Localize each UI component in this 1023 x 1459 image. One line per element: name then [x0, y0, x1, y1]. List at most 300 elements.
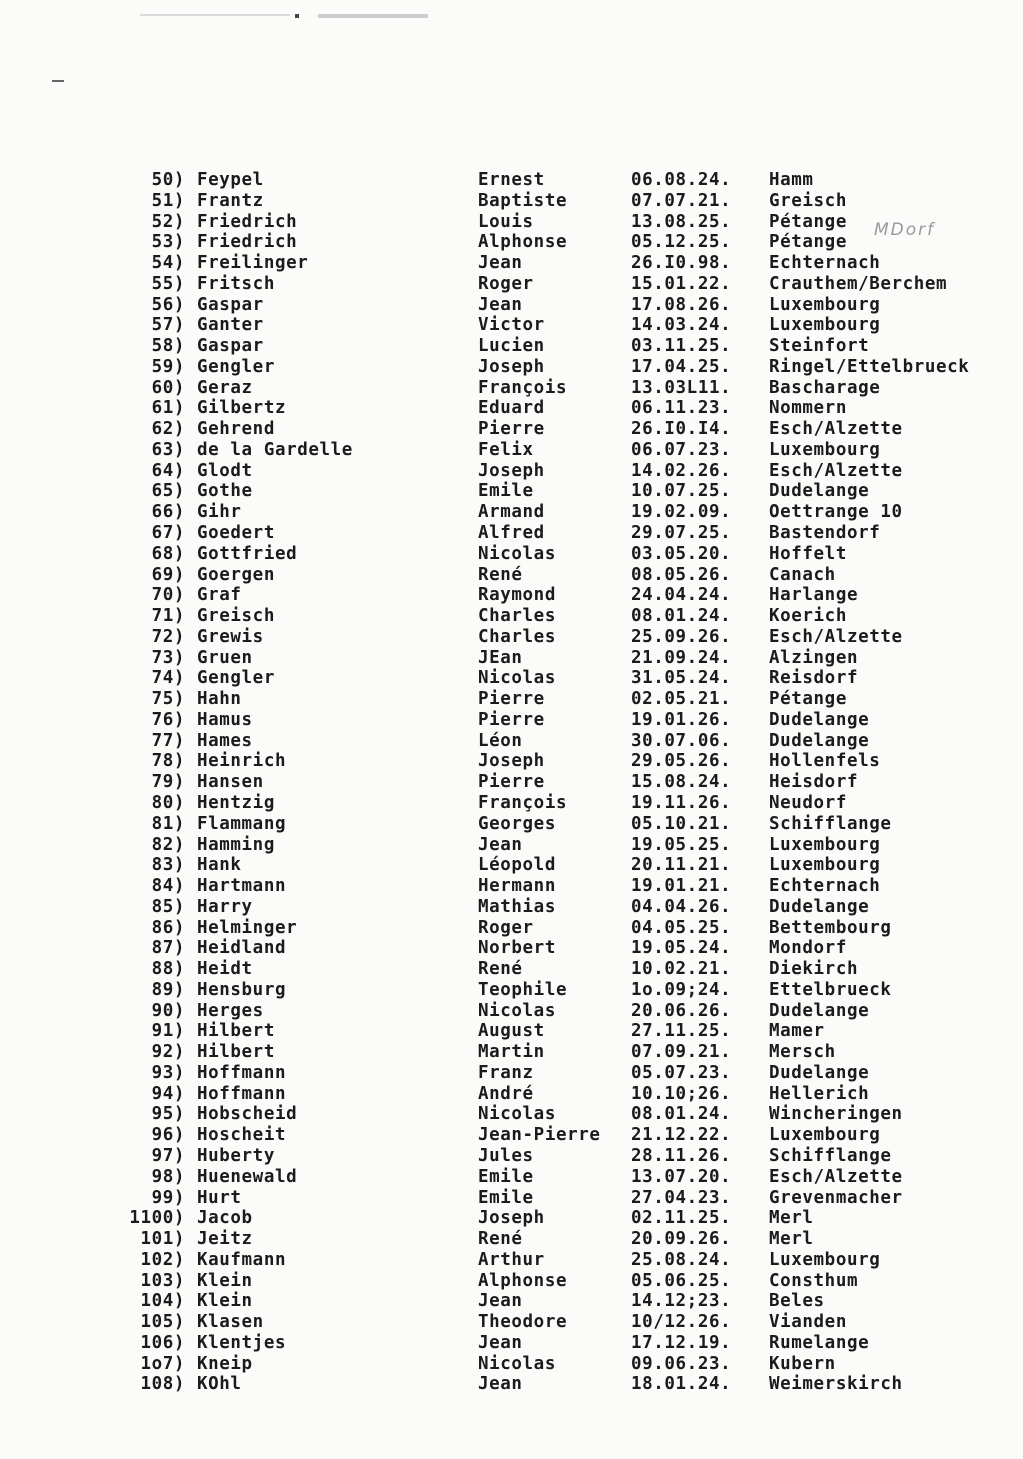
list-item	[0, 295, 1023, 316]
birth-date: 13.07.20.	[631, 1166, 732, 1187]
surname: Feypel	[197, 170, 264, 190]
first-name: Pierre	[478, 772, 545, 793]
entry-number: 51)	[151, 190, 185, 211]
first-name: Emile	[478, 1187, 534, 1208]
first-name: Mathias	[478, 896, 556, 917]
birth-place: Hamm	[769, 170, 814, 190]
birth-place: Pétange	[769, 211, 847, 232]
first-name: Nicolas	[478, 1000, 556, 1021]
surname: Heinrich	[197, 751, 287, 772]
birth-date: 29.05.26.	[631, 751, 732, 772]
first-name: Martin	[478, 1042, 545, 1063]
entry-number: 55)	[151, 273, 185, 294]
entry-number: 86)	[151, 917, 185, 938]
surname: Hoffmann	[197, 1062, 287, 1083]
surname: Glodt	[197, 460, 253, 481]
birth-place: Luxembourg	[769, 315, 881, 336]
birth-date: 13.08.25.	[631, 211, 732, 232]
entry-number: 67)	[151, 523, 185, 544]
birth-date: 05.07.23.	[631, 1062, 732, 1083]
list-item	[0, 253, 1023, 274]
surname: Heidland	[197, 938, 287, 959]
entry-number: 65)	[151, 481, 185, 502]
birth-date: 19.01.26.	[631, 709, 732, 730]
entry-number: 95)	[151, 1104, 185, 1125]
entry-number: 75)	[151, 689, 185, 710]
birth-date: 26.I0.98.	[631, 253, 732, 274]
birth-place: Echternach	[769, 876, 881, 897]
entry-number: 104)	[140, 1291, 185, 1312]
birth-place: Vianden	[769, 1312, 847, 1333]
birth-date: 24.04.24.	[631, 585, 732, 606]
birth-place: Luxembourg	[769, 1125, 881, 1146]
birth-place: Crauthem/Berchem	[769, 273, 948, 294]
birth-date: 14.03.24.	[631, 315, 732, 336]
list-item	[0, 1250, 1023, 1271]
surname: Hank	[197, 855, 242, 876]
birth-place: Harlange	[769, 585, 859, 606]
birth-place: Ringel/Ettelbrueck	[769, 356, 970, 377]
birth-place: Weimerskirch	[769, 1374, 903, 1395]
first-name: Nicolas	[478, 1104, 556, 1125]
birth-place: Merl	[769, 1229, 814, 1250]
entry-number: 76)	[151, 709, 185, 730]
list-item	[0, 544, 1023, 565]
surname: KOhl	[197, 1374, 242, 1395]
list-item	[0, 648, 1023, 669]
list-item	[0, 1146, 1023, 1167]
birth-date: 14.02.26.	[631, 460, 732, 481]
birth-place: Pétange	[769, 689, 847, 710]
scan-smudge	[140, 14, 290, 16]
entry-number: 1o7)	[140, 1353, 185, 1374]
list-item	[0, 1333, 1023, 1354]
birth-place: Bastendorf	[769, 523, 881, 544]
birth-date: 10/12.26.	[631, 1312, 732, 1333]
list-item	[0, 1354, 1023, 1375]
birth-place: Dudelange	[769, 896, 870, 917]
birth-date: 29.07.25.	[631, 523, 732, 544]
entry-number: 102)	[140, 1249, 185, 1270]
birth-date: 07.07.21.	[631, 190, 732, 211]
list-item	[0, 793, 1023, 814]
birth-date: 27.11.25.	[631, 1021, 732, 1042]
birth-date: 30.07.06.	[631, 730, 732, 751]
list-item	[0, 1167, 1023, 1188]
first-name: Georges	[478, 813, 556, 834]
entry-number: 68)	[151, 543, 185, 564]
birth-place: Luxembourg	[769, 439, 881, 460]
list-item	[0, 1125, 1023, 1146]
first-name: August	[478, 1021, 545, 1042]
birth-date: 05.10.21.	[631, 813, 732, 834]
list-item	[0, 918, 1023, 939]
surname: Klentjes	[197, 1332, 287, 1353]
first-name: Jean	[478, 1291, 523, 1312]
entry-number: 93)	[151, 1062, 185, 1083]
first-name: Eduard	[478, 398, 545, 419]
birth-place: Greisch	[769, 190, 847, 211]
first-name: Jean	[478, 294, 523, 315]
first-name: Theodore	[478, 1312, 568, 1333]
birth-place: Pétange	[769, 232, 847, 253]
margin-annotation: MDorf	[874, 220, 936, 240]
list-item	[0, 191, 1023, 212]
list-item	[0, 627, 1023, 648]
first-name: Arthur	[478, 1249, 545, 1270]
first-name: Lucien	[478, 336, 545, 357]
birth-place: Koerich	[769, 606, 847, 627]
entry-number: 60)	[151, 377, 185, 398]
birth-date: 03.11.25.	[631, 336, 732, 357]
first-name: Norbert	[478, 938, 556, 959]
scan-smudge	[318, 14, 428, 18]
first-name: Jean-Pierre	[478, 1125, 601, 1146]
surname: Gothe	[197, 481, 253, 502]
surname: Gengler	[197, 356, 275, 377]
birth-place: Dudelange	[769, 481, 870, 502]
surname: Hoscheit	[197, 1125, 287, 1146]
list-item	[0, 668, 1023, 689]
birth-place: Consthum	[769, 1270, 859, 1291]
birth-date: 21.12.22.	[631, 1125, 732, 1146]
first-name: Jules	[478, 1145, 534, 1166]
birth-date: 19.11.26.	[631, 792, 732, 813]
birth-place: Hoffelt	[769, 543, 847, 564]
surname: Gaspar	[197, 294, 264, 315]
list-item	[0, 357, 1023, 378]
surname: Gengler	[197, 668, 275, 689]
birth-date: 19.05.24.	[631, 938, 732, 959]
surname: Hamus	[197, 709, 253, 730]
birth-place: Mamer	[769, 1021, 825, 1042]
birth-date: 08.01.24.	[631, 1104, 732, 1125]
birth-date: 17.12.19.	[631, 1332, 732, 1353]
birth-place: Beles	[769, 1291, 825, 1312]
list-item	[0, 689, 1023, 710]
first-name: Joseph	[478, 751, 545, 772]
list-item	[0, 1021, 1023, 1042]
surname: Hoffmann	[197, 1083, 287, 1104]
first-name: Nicolas	[478, 543, 556, 564]
first-name: Jean	[478, 1332, 523, 1353]
birth-date: 27.04.23.	[631, 1187, 732, 1208]
scan-smudge	[52, 80, 64, 82]
birth-date: 18.01.24.	[631, 1374, 732, 1395]
scan-smudge	[295, 14, 299, 18]
birth-date: 09.06.23.	[631, 1353, 732, 1374]
surname: Hartmann	[197, 876, 287, 897]
surname: Klein	[197, 1270, 253, 1291]
birth-date: 10.07.25.	[631, 481, 732, 502]
birth-place: Alzingen	[769, 647, 859, 668]
entry-number: 59)	[151, 356, 185, 377]
list-item	[0, 1001, 1023, 1022]
surname: Flammang	[197, 813, 287, 834]
first-name: Roger	[478, 273, 534, 294]
entry-number: 64)	[151, 460, 185, 481]
birth-date: 19.05.25.	[631, 834, 732, 855]
list-item	[0, 1084, 1023, 1105]
entry-number: 90)	[151, 1000, 185, 1021]
entry-number: 1100)	[129, 1208, 185, 1229]
list-item	[0, 419, 1023, 440]
birth-place: Nommern	[769, 398, 847, 419]
birth-date: 25.09.26.	[631, 626, 732, 647]
surname: Helminger	[197, 917, 298, 938]
first-name: Léon	[478, 730, 523, 751]
birth-place: Merl	[769, 1208, 814, 1229]
birth-date: 1o.09;24.	[631, 979, 732, 1000]
first-name: François	[478, 377, 568, 398]
entry-number: 62)	[151, 419, 185, 440]
list-item	[0, 1291, 1023, 1312]
surname: Goergen	[197, 564, 275, 585]
list-item	[0, 336, 1023, 357]
surname: Gruen	[197, 647, 253, 668]
surname: Klein	[197, 1291, 253, 1312]
entry-number: 58)	[151, 336, 185, 357]
birth-place: Kubern	[769, 1353, 836, 1374]
surname: Hilbert	[197, 1021, 275, 1042]
birth-date: 25.08.24.	[631, 1249, 732, 1270]
surname: Gottfried	[197, 543, 298, 564]
birth-place: Esch/Alzette	[769, 419, 903, 440]
first-name: Emile	[478, 1166, 534, 1187]
birth-place: Mersch	[769, 1042, 836, 1063]
entry-number: 106)	[140, 1332, 185, 1353]
surname: Hobscheid	[197, 1104, 298, 1125]
entry-number: 78)	[151, 751, 185, 772]
surname: Ganter	[197, 315, 264, 336]
list-item	[0, 170, 1023, 191]
birth-place: Hollenfels	[769, 751, 881, 772]
birth-place: Bascharage	[769, 377, 881, 398]
surname: Geraz	[197, 377, 253, 398]
surname: Friedrich	[197, 232, 298, 253]
surname: Grewis	[197, 626, 264, 647]
birth-date: 15.01.22.	[631, 273, 732, 294]
surname: Hurt	[197, 1187, 242, 1208]
surname: Frantz	[197, 190, 264, 211]
entry-number: 77)	[151, 730, 185, 751]
birth-place: Rumelange	[769, 1332, 870, 1353]
first-name: Léopold	[478, 855, 556, 876]
list-item	[0, 1208, 1023, 1229]
first-name: Roger	[478, 917, 534, 938]
surname: Klasen	[197, 1312, 264, 1333]
list-item	[0, 1374, 1023, 1395]
first-name: Nicolas	[478, 668, 556, 689]
birth-date: 05.12.25.	[631, 232, 732, 253]
birth-date: 10.02.21.	[631, 959, 732, 980]
list-item	[0, 315, 1023, 336]
birth-place: Neudorf	[769, 792, 847, 813]
birth-date: 10.10;26.	[631, 1083, 732, 1104]
birth-date: 06.11.23.	[631, 398, 732, 419]
list-item	[0, 565, 1023, 586]
birth-place: Canach	[769, 564, 836, 585]
birth-date: 31.05.24.	[631, 668, 732, 689]
entry-number: 74)	[151, 668, 185, 689]
entry-number: 57)	[151, 315, 185, 336]
birth-place: Steinfort	[769, 336, 870, 357]
entry-number: 92)	[151, 1042, 185, 1063]
birth-date: 03.05.20.	[631, 543, 732, 564]
entry-number: 103)	[140, 1270, 185, 1291]
surname: Heidt	[197, 959, 253, 980]
surname: Hensburg	[197, 979, 287, 1000]
entry-number: 85)	[151, 896, 185, 917]
entry-number: 88)	[151, 959, 185, 980]
list-item	[0, 481, 1023, 502]
first-name: René	[478, 1229, 523, 1250]
birth-place: Echternach	[769, 253, 881, 274]
birth-date: 21.09.24.	[631, 647, 732, 668]
birth-date: 02.05.21.	[631, 689, 732, 710]
list-item	[0, 232, 1023, 253]
entry-number: 72)	[151, 626, 185, 647]
surname: Hentzig	[197, 792, 275, 813]
birth-date: 20.09.26.	[631, 1229, 732, 1250]
birth-date: 20.11.21.	[631, 855, 732, 876]
list-item	[0, 212, 1023, 233]
entry-number: 50)	[151, 170, 185, 190]
birth-place: Dudelange	[769, 1062, 870, 1083]
list-item	[0, 731, 1023, 752]
birth-date: 06.07.23.	[631, 439, 732, 460]
entry-number: 84)	[151, 876, 185, 897]
entry-number: 81)	[151, 813, 185, 834]
list-item	[0, 876, 1023, 897]
birth-date: 04.05.25.	[631, 917, 732, 938]
entry-number: 79)	[151, 772, 185, 793]
birth-place: Ettelbrueck	[769, 979, 892, 1000]
first-name: Louis	[478, 211, 534, 232]
surname: Greisch	[197, 606, 275, 627]
first-name: Pierre	[478, 689, 545, 710]
entry-number: 105)	[140, 1312, 185, 1333]
surname: Gilbertz	[197, 398, 287, 419]
surname: Kneip	[197, 1353, 253, 1374]
entry-number: 108)	[140, 1374, 185, 1395]
birth-date: 08.01.24.	[631, 606, 732, 627]
list-item	[0, 855, 1023, 876]
first-name: Alphonse	[478, 232, 568, 253]
list-item	[0, 461, 1023, 482]
list-item	[0, 959, 1023, 980]
entry-number: 52)	[151, 211, 185, 232]
entry-number: 63)	[151, 439, 185, 460]
first-name: Alphonse	[478, 1270, 568, 1291]
birth-date: 20.06.26.	[631, 1000, 732, 1021]
birth-place: Dudelange	[769, 1000, 870, 1021]
first-name: Charles	[478, 606, 556, 627]
first-name: Emile	[478, 481, 534, 502]
birth-place: Wincheringen	[769, 1104, 903, 1125]
list-item	[0, 938, 1023, 959]
list-item	[0, 751, 1023, 772]
list-item	[0, 1312, 1023, 1333]
birth-date: 19.02.09.	[631, 502, 732, 523]
birth-date: 19.01.21.	[631, 876, 732, 897]
first-name: Jean	[478, 253, 523, 274]
surname: Hamming	[197, 834, 275, 855]
list-item	[0, 378, 1023, 399]
surname: Huberty	[197, 1145, 275, 1166]
surname: Freilinger	[197, 253, 309, 274]
list-item	[0, 772, 1023, 793]
entry-number: 66)	[151, 502, 185, 523]
entry-number: 94)	[151, 1083, 185, 1104]
birth-place: Luxembourg	[769, 834, 881, 855]
birth-date: 08.05.26.	[631, 564, 732, 585]
entry-number: 87)	[151, 938, 185, 959]
surname: Gihr	[197, 502, 242, 523]
list-item	[0, 1229, 1023, 1250]
birth-place: Hellerich	[769, 1083, 870, 1104]
entry-number: 73)	[151, 647, 185, 668]
first-name: Jean	[478, 1374, 523, 1395]
entry-number: 91)	[151, 1021, 185, 1042]
first-name: Jean	[478, 834, 523, 855]
list-item	[0, 585, 1023, 606]
surname: Friedrich	[197, 211, 298, 232]
list-item	[0, 710, 1023, 731]
entry-number: 56)	[151, 294, 185, 315]
list-item	[0, 606, 1023, 627]
first-name: Pierre	[478, 419, 545, 440]
entry-number: 80)	[151, 792, 185, 813]
surname: Graf	[197, 585, 242, 606]
birth-place: Mondorf	[769, 938, 847, 959]
list-item	[0, 523, 1023, 544]
surname: Jacob	[197, 1208, 253, 1229]
first-name: René	[478, 564, 523, 585]
surname: Hansen	[197, 772, 264, 793]
entry-number: 54)	[151, 253, 185, 274]
surname: Gaspar	[197, 336, 264, 357]
first-name: Ernest	[478, 170, 545, 190]
birth-date: 14.12;23.	[631, 1291, 732, 1312]
first-name: André	[478, 1083, 534, 1104]
first-name: Joseph	[478, 460, 545, 481]
entry-number: 99)	[151, 1187, 185, 1208]
entry-number: 61)	[151, 398, 185, 419]
birth-date: 15.08.24.	[631, 772, 732, 793]
birth-date: 07.09.21.	[631, 1042, 732, 1063]
first-name: Armand	[478, 502, 545, 523]
first-name: François	[478, 792, 568, 813]
first-name: Charles	[478, 626, 556, 647]
entry-number: 98)	[151, 1166, 185, 1187]
first-name: Alfred	[478, 523, 545, 544]
list-item	[0, 1104, 1023, 1125]
entry-number: 53)	[151, 232, 185, 253]
entry-number: 69)	[151, 564, 185, 585]
entry-number: 97)	[151, 1145, 185, 1166]
list-item	[0, 1271, 1023, 1292]
list-item	[0, 440, 1023, 461]
birth-date: 26.I0.I4.	[631, 419, 732, 440]
surname: Harry	[197, 896, 253, 917]
birth-place: Heisdorf	[769, 772, 859, 793]
list-item	[0, 398, 1023, 419]
birth-place: Schifflange	[769, 1145, 892, 1166]
entry-number: 83)	[151, 855, 185, 876]
first-name: Pierre	[478, 709, 545, 730]
birth-place: Luxembourg	[769, 1249, 881, 1270]
